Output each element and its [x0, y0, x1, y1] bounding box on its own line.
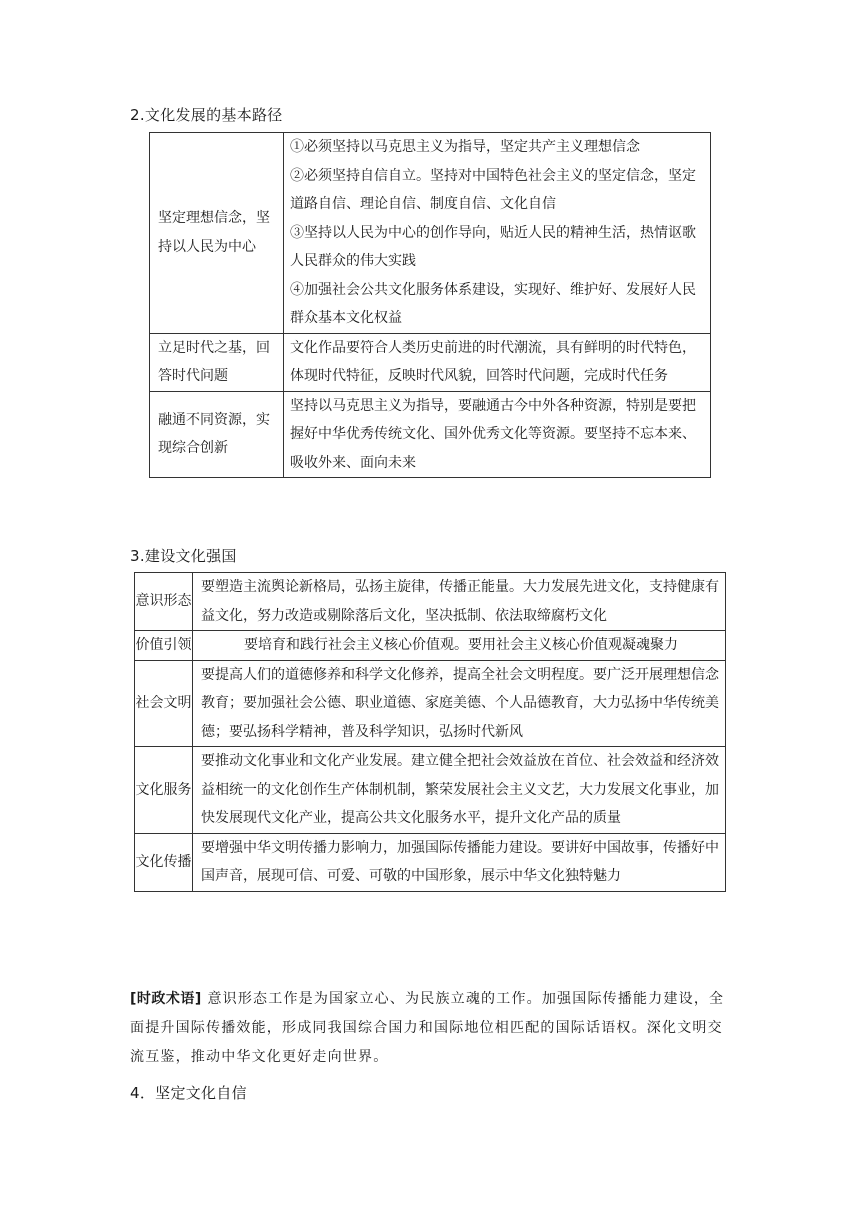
table-row: [135, 660, 726, 747]
content-line: ①必须坚持以马克思主义为指导，坚定共产主义理想信念: [290, 139, 640, 155]
content-line: 坚持以马克思主义为指导，要融通古今中外各种资源，特别是要把握好中华优秀传统文化、国外优秀文化等资源。要坚持不忘本来、吸收外来、面向未来: [290, 397, 696, 471]
row-content: 要增强中华文明传播力影响力，加强国际传播能力建设。要讲好中国故事，传播好中国声音，展现可信、可爱、可敬的中国形象，展示中华文化独特魅力: [193, 833, 726, 891]
row-label: 价值引领: [135, 631, 193, 661]
table-row: [150, 133, 711, 334]
row-content: 要培育和践行社会主义核心价值观。要用社会主义核心价值观凝魂聚力: [193, 631, 726, 661]
row-label: 文化传播: [135, 833, 193, 891]
cultural-development-path-table: [149, 132, 711, 478]
row-label: 融通不同资源，实现综合创新: [150, 391, 284, 478]
row-label: 社会文明: [135, 660, 193, 747]
table-row: [135, 573, 726, 631]
policy-term-paragraph: [130, 985, 730, 1072]
policy-term-text: 意识形态工作是为国家立心、为民族立魂的工作。加强国际传播能力建设，全面提升国际传播效能，形成同我国综合国力和国际地位相匹配的国际话语权。深化文明交流互鉴，推动中华文化更好走向世界。: [130, 991, 725, 1065]
table-row: [135, 747, 726, 834]
content-line: ③坚持以人民为中心的创作导向，贴近人民的精神生活，热情讴歌人民群众的伟大实践: [290, 224, 696, 269]
table-row: [135, 631, 726, 661]
row-label: 坚定理想信念，坚持以人民为中心: [150, 133, 284, 334]
table-row: [135, 833, 726, 891]
row-label: 立足时代之基，回答时代问题: [150, 333, 284, 391]
row-content: 要推动文化事业和文化产业发展。建立健全把社会效益放在首位、社会效益和经济效益相统一的文化创作生产体制机制，繁荣发展社会主义文艺，大力发展文化事业，加快发展现代文化产业，提高公共文化服务水平，提升文化产品的质量: [193, 747, 726, 834]
row-content: 要提高人们的道德修养和科学文化修养，提高全社会文明程度。要广泛开展理想信念教育；要加强社会公德、职业道德、家庭美德、个人品德教育，大力弘扬中华传统美德；要弘扬科学精神，普及科学知识，弘扬时代新风: [193, 660, 726, 747]
policy-term-tag: [时政术语]: [130, 991, 202, 1007]
row-label: 文化服务: [135, 747, 193, 834]
row-content: [284, 133, 711, 334]
content-line: 文化作品要符合人类历史前进的时代潮流，具有鲜明的时代特色，体现时代特征，反映时代风貌，回答时代问题，完成时代任务: [290, 339, 696, 384]
table-row: [150, 333, 711, 391]
row-content: 要塑造主流舆论新格局，弘扬主旋律，传播正能量。大力发展先进文化，支持健康有益文化，努力改造或剔除落后文化，坚决抵制、依法取缔腐朽文化: [193, 573, 726, 631]
section-4-heading: 4．坚定文化自信: [130, 1084, 247, 1102]
section-3-heading: 3.建设文化强国: [130, 547, 237, 565]
row-content: [284, 391, 711, 478]
row-label: 意识形态: [135, 573, 193, 631]
table-row: [150, 391, 711, 478]
content-line: ②必须坚持自信自立。坚持对中国特色社会主义的坚定信念，坚定道路自信、理论自信、制度自信、文化自信: [290, 167, 696, 212]
content-line: ④加强社会公共文化服务体系建设，实现好、维护好、发展好人民群众基本文化权益: [290, 281, 696, 326]
row-content: [284, 333, 711, 391]
section-2-heading: 2.文化发展的基本路径: [130, 106, 283, 124]
cultural-power-table: [134, 572, 726, 892]
